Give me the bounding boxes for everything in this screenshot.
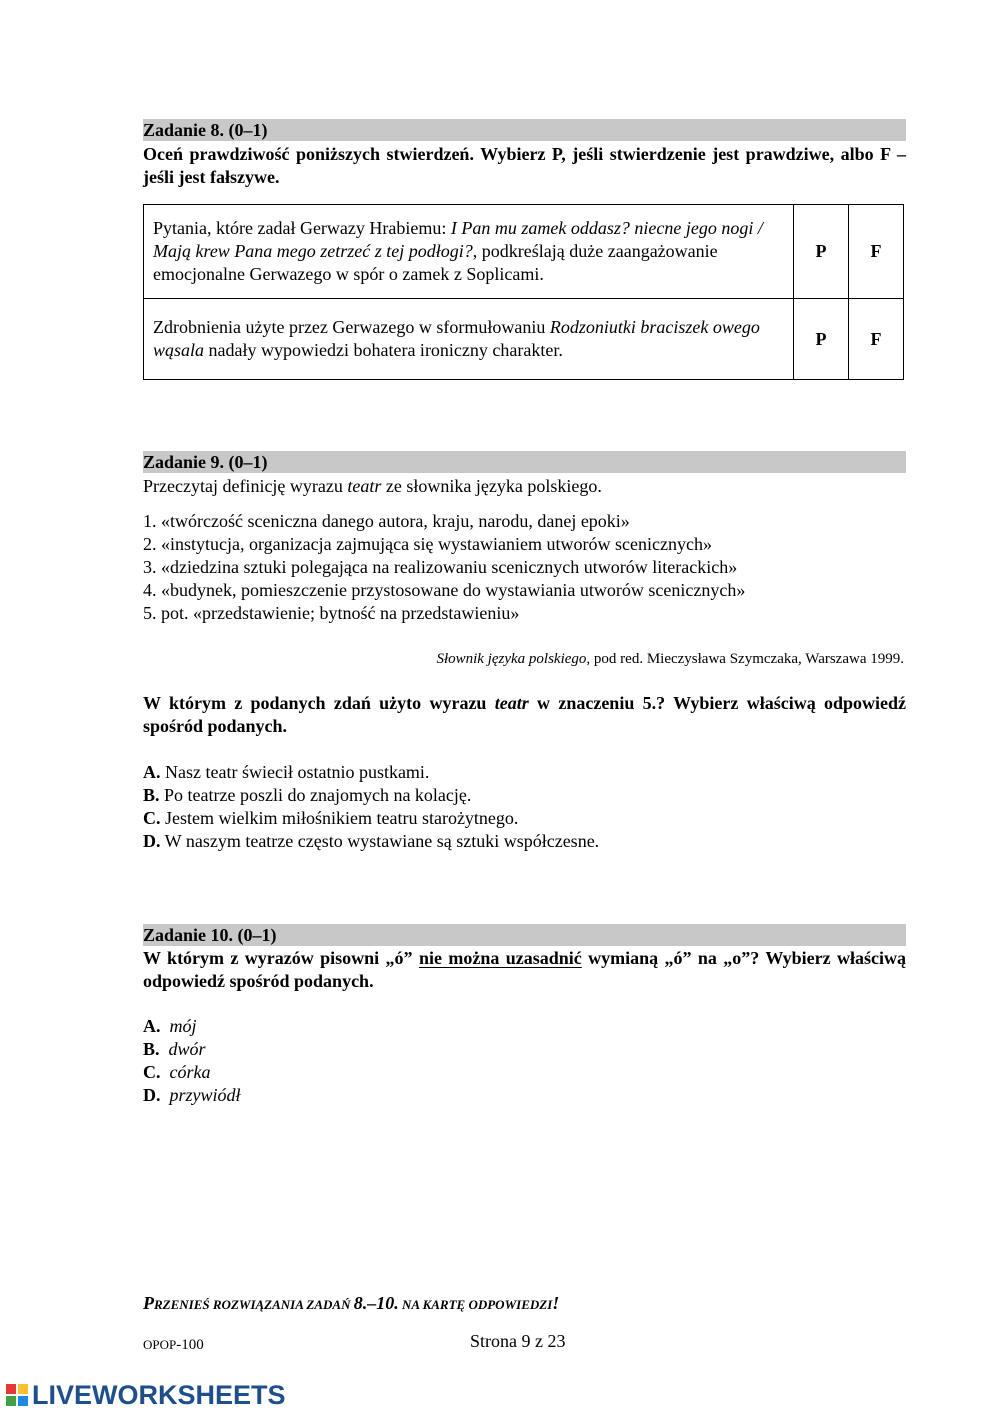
- task-9-question: [143, 692, 906, 738]
- list-item: 3. «dziedzina sztuki polegająca na realizowaniu scenicznych utworów literackich»: [143, 557, 738, 577]
- logo-block: [18, 1396, 28, 1406]
- option-text: Po teatrze poszli do znajomych na kolację.: [159, 785, 472, 805]
- option-letter: B.: [143, 785, 160, 805]
- option-text: Nasz teatr świecił ostatnio pustkami.: [160, 762, 430, 782]
- task-8-header: Zadanie 8. (0–1): [143, 119, 906, 141]
- source-details: , pod red. Mieczysława Szymczaka, Warszawa 1999.: [586, 651, 904, 667]
- note-text: RZENIEŚ ROZWIĄZANIA ZADAŃ: [154, 1297, 354, 1312]
- table-row: [144, 299, 904, 380]
- statement-cell: [144, 205, 794, 299]
- option-text: mój: [169, 1016, 197, 1036]
- option-letter: A.: [143, 762, 161, 782]
- source-title: Słownik języka polskiego: [436, 651, 587, 667]
- statement-cell: [144, 299, 794, 380]
- note-text: !: [552, 1293, 560, 1313]
- answer-option-a[interactable]: [143, 1015, 906, 1038]
- option-text: przywiódł: [169, 1085, 241, 1105]
- true-false-table: [143, 204, 904, 380]
- code-text: OPOP: [143, 1337, 177, 1352]
- answer-option-c[interactable]: [143, 807, 906, 830]
- logo-text: LIVEWORKSHEETS: [32, 1379, 286, 1410]
- answer-option-a[interactable]: [143, 761, 906, 784]
- logo-block: [6, 1396, 16, 1406]
- question-text: W którym z podanych zdań użyto wyrazu: [143, 693, 495, 713]
- question-underlined: nie można uzasadnić: [418, 948, 582, 968]
- statement-text: nadały wypowiedzi bohatera ironiczny charakter.: [204, 339, 563, 360]
- answer-option-b[interactable]: [143, 784, 906, 807]
- option-letter: A.: [143, 1016, 161, 1036]
- table-row: [144, 205, 904, 299]
- list-item: 2. «instytucja, organizacja zajmująca się wystawianiem utworów scenicznych»: [143, 534, 712, 554]
- option-letter: D.: [143, 831, 161, 851]
- answer-option-b[interactable]: [143, 1038, 906, 1061]
- statement-quote: I Pan mu zamek oddasz? niecne jego nogi / Mają krew Pana mego zetrzeć z tej podłogi?: [153, 217, 763, 261]
- source-citation: [143, 648, 904, 671]
- option-letter: C.: [143, 808, 161, 828]
- statement-text: , podkreślają duże zaangażowanie emocjonalne Gerwazego w spór o zamek z Soplicami.: [153, 240, 718, 284]
- answer-option-d[interactable]: [143, 1084, 906, 1107]
- option-letter: B.: [143, 1039, 160, 1059]
- answer-option-d[interactable]: [143, 830, 906, 853]
- statement-text: Pytania, które zadał Gerwazy Hrabiemu:: [153, 217, 451, 238]
- task-10-answers: [143, 1015, 906, 1107]
- liveworksheets-logo[interactable]: [6, 1380, 286, 1410]
- statement-text: Zdrobnienia użyte przez Gerwazego w sformułowaniu: [153, 316, 550, 337]
- answer-p-2[interactable]: P: [794, 299, 849, 380]
- exam-code: [143, 1333, 204, 1357]
- question-text: W którym z wyrazów pisowni „ó”: [143, 948, 419, 968]
- option-text: W naszym teatrze często wystawiane są sztuki współczesne.: [160, 831, 600, 851]
- transfer-answers-note: [143, 1292, 559, 1316]
- question-text: w znaczeniu 5.? Wybierz właściwą odpowiedź spośród podanych.: [143, 693, 906, 736]
- code-text: -100: [176, 1337, 204, 1353]
- note-text: P: [143, 1293, 154, 1313]
- intro-text: ze słownika języka polskiego.: [381, 476, 602, 496]
- definition-list: [143, 510, 906, 625]
- answer-f-1[interactable]: F: [849, 205, 904, 299]
- logo-blocks-icon: [6, 1384, 28, 1406]
- logo-block: [18, 1384, 28, 1394]
- question-word: teatr: [494, 693, 529, 713]
- logo-block: [6, 1384, 16, 1394]
- option-letter: C.: [143, 1062, 161, 1082]
- option-text: dwór: [168, 1039, 206, 1059]
- list-item: 4. «budynek, pomieszczenie przystosowane do wystawiania utworów scenicznych»: [143, 580, 746, 600]
- intro-word: teatr: [347, 476, 382, 496]
- task-10-header: Zadanie 10. (0–1): [143, 924, 906, 946]
- question-text: wymianą „ó” na „o”? Wybierz właściwą odpowiedź spośród podanych.: [143, 948, 907, 991]
- list-item: 1. «twórczość sceniczna danego autora, kraju, narodu, danej epoki»: [143, 511, 630, 531]
- answer-option-c[interactable]: [143, 1061, 906, 1084]
- answer-p-1[interactable]: P: [794, 205, 849, 299]
- task-8-instruction: Oceń prawdziwość poniższych stwierdzeń. Wybierz P, jeśli stwierdzenie jest prawdziwe, albo F – jeśli jest fałszywe.: [143, 144, 906, 187]
- task-9-header: Zadanie 9. (0–1): [143, 451, 906, 473]
- option-text: córka: [169, 1062, 211, 1082]
- task-9-answers: [143, 761, 906, 853]
- option-letter: D.: [143, 1085, 161, 1105]
- answer-f-2[interactable]: F: [849, 299, 904, 380]
- task-9-intro: [143, 475, 906, 498]
- note-text: 8.–10.: [353, 1293, 399, 1313]
- note-text: NA KARTĘ ODPOWIEDZI: [398, 1297, 553, 1312]
- statement-quote: Rodzoniutki braciszek owego wąsala: [153, 316, 760, 360]
- option-text: Jestem wielkim miłośnikiem teatru starożytnego.: [160, 808, 519, 828]
- page-number: Strona 9 z 23: [470, 1331, 566, 1351]
- intro-text: Przeczytaj definicję wyrazu: [143, 476, 348, 496]
- task-10-question: [143, 947, 906, 993]
- list-item: 5. pot. «przedstawienie; bytność na przedstawieniu»: [143, 603, 520, 623]
